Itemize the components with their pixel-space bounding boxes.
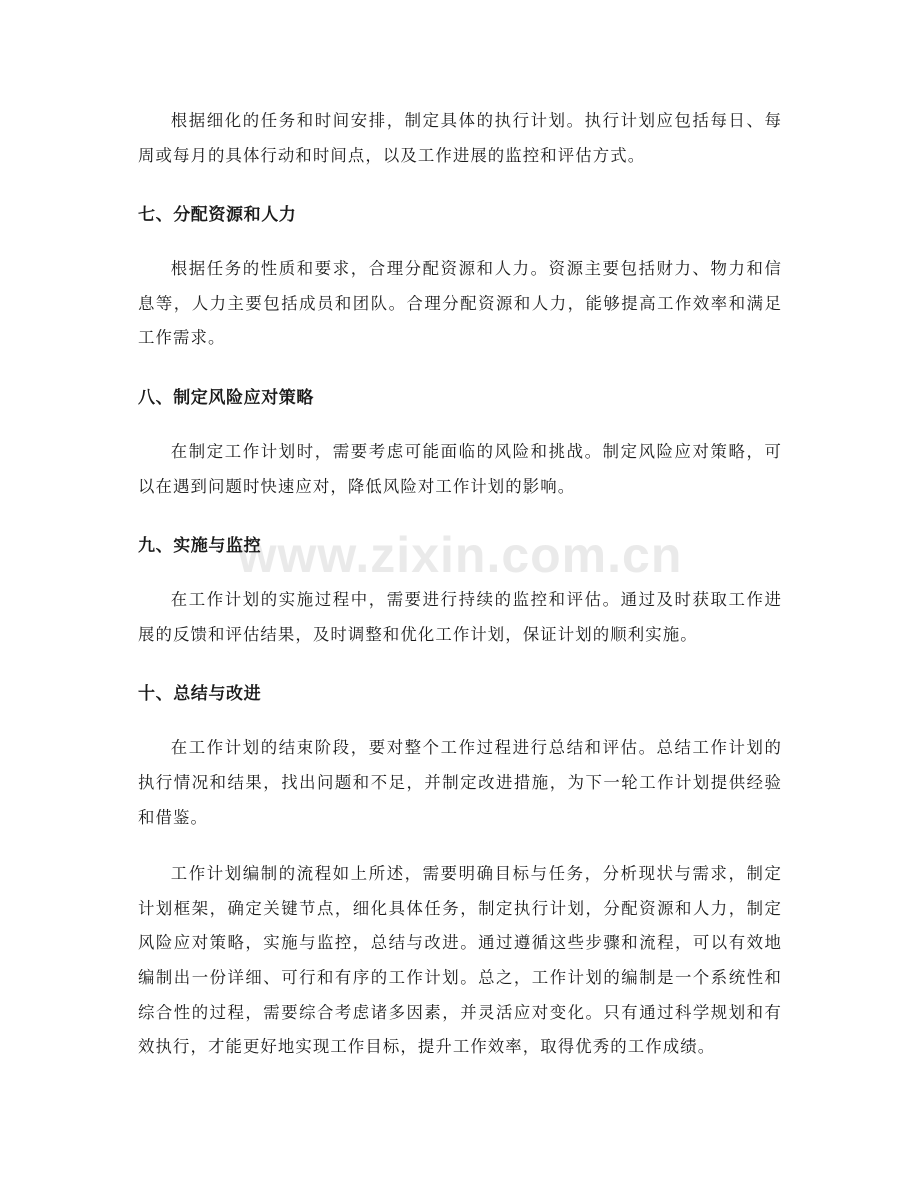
heading-summary-improve: 十、总结与改进 bbox=[138, 684, 262, 705]
paragraph-execution-plan: 根据细化的任务和时间安排，制定具体的执行计划。执行计划应包括每日、每周或每月的具体行动和时间点，以及工作进展的监控和评估方式。 bbox=[138, 111, 782, 165]
paragraph-allocate-resources: 根据任务的性质和要求，合理分配资源和人力。资源主要包括财力、物力和信息等，人力主要包括成员和团队。合理分配资源和人力，能够提高工作效率和满足工作需求。 bbox=[138, 259, 782, 348]
watermark-text: www.zixin.com.cn bbox=[237, 527, 683, 583]
heading-allocate-resources: 七、分配资源和人力 bbox=[138, 205, 297, 226]
paragraph-risk-strategy: 在制定工作计划时，需要考虑可能面临的风险和挑战。制定风险应对策略，可以在遇到问题时快速应对，降低风险对工作计划的影响。 bbox=[138, 441, 782, 496]
heading-risk-strategy: 八、制定风险应对策略 bbox=[138, 387, 314, 408]
heading-implement-monitor: 九、实施与监控 bbox=[138, 536, 262, 557]
paragraph-conclusion: 工作计划编制的流程如上所述，需要明确目标与任务，分析现状与需求，制定计划框架，确定关键节点，细化具体任务，制定执行计划，分配资源和人力，制定风险应对策略，实施与监控，总结与改进。通过遵循这些步骤和流程，可以有效地编制出一份详细、可行和有序的工作计划。总之，工作计划的编制是一个系统性和综合性的过程，需要综合考虑诸多因素，并灵活应对变化。只有通过科学规划和有效执行，才能更好地实现工作目标，提升工作效率，取得优秀的工作成绩。 bbox=[138, 864, 782, 1057]
document-body bbox=[138, 104, 782, 1065]
paragraph-implement-monitor: 在工作计划的实施过程中，需要进行持续的监控和评估。通过及时获取工作进展的反馈和评估结果，及时调整和优化工作计划，保证计划的顺利实施。 bbox=[138, 590, 782, 644]
paragraph-summary-improve: 在工作计划的结束阶段，要对整个工作过程进行总结和评估。总结工作计划的执行情况和结果，找出问题和不足，并制定改进措施，为下一轮工作计划提供经验和借鉴。 bbox=[138, 738, 782, 827]
